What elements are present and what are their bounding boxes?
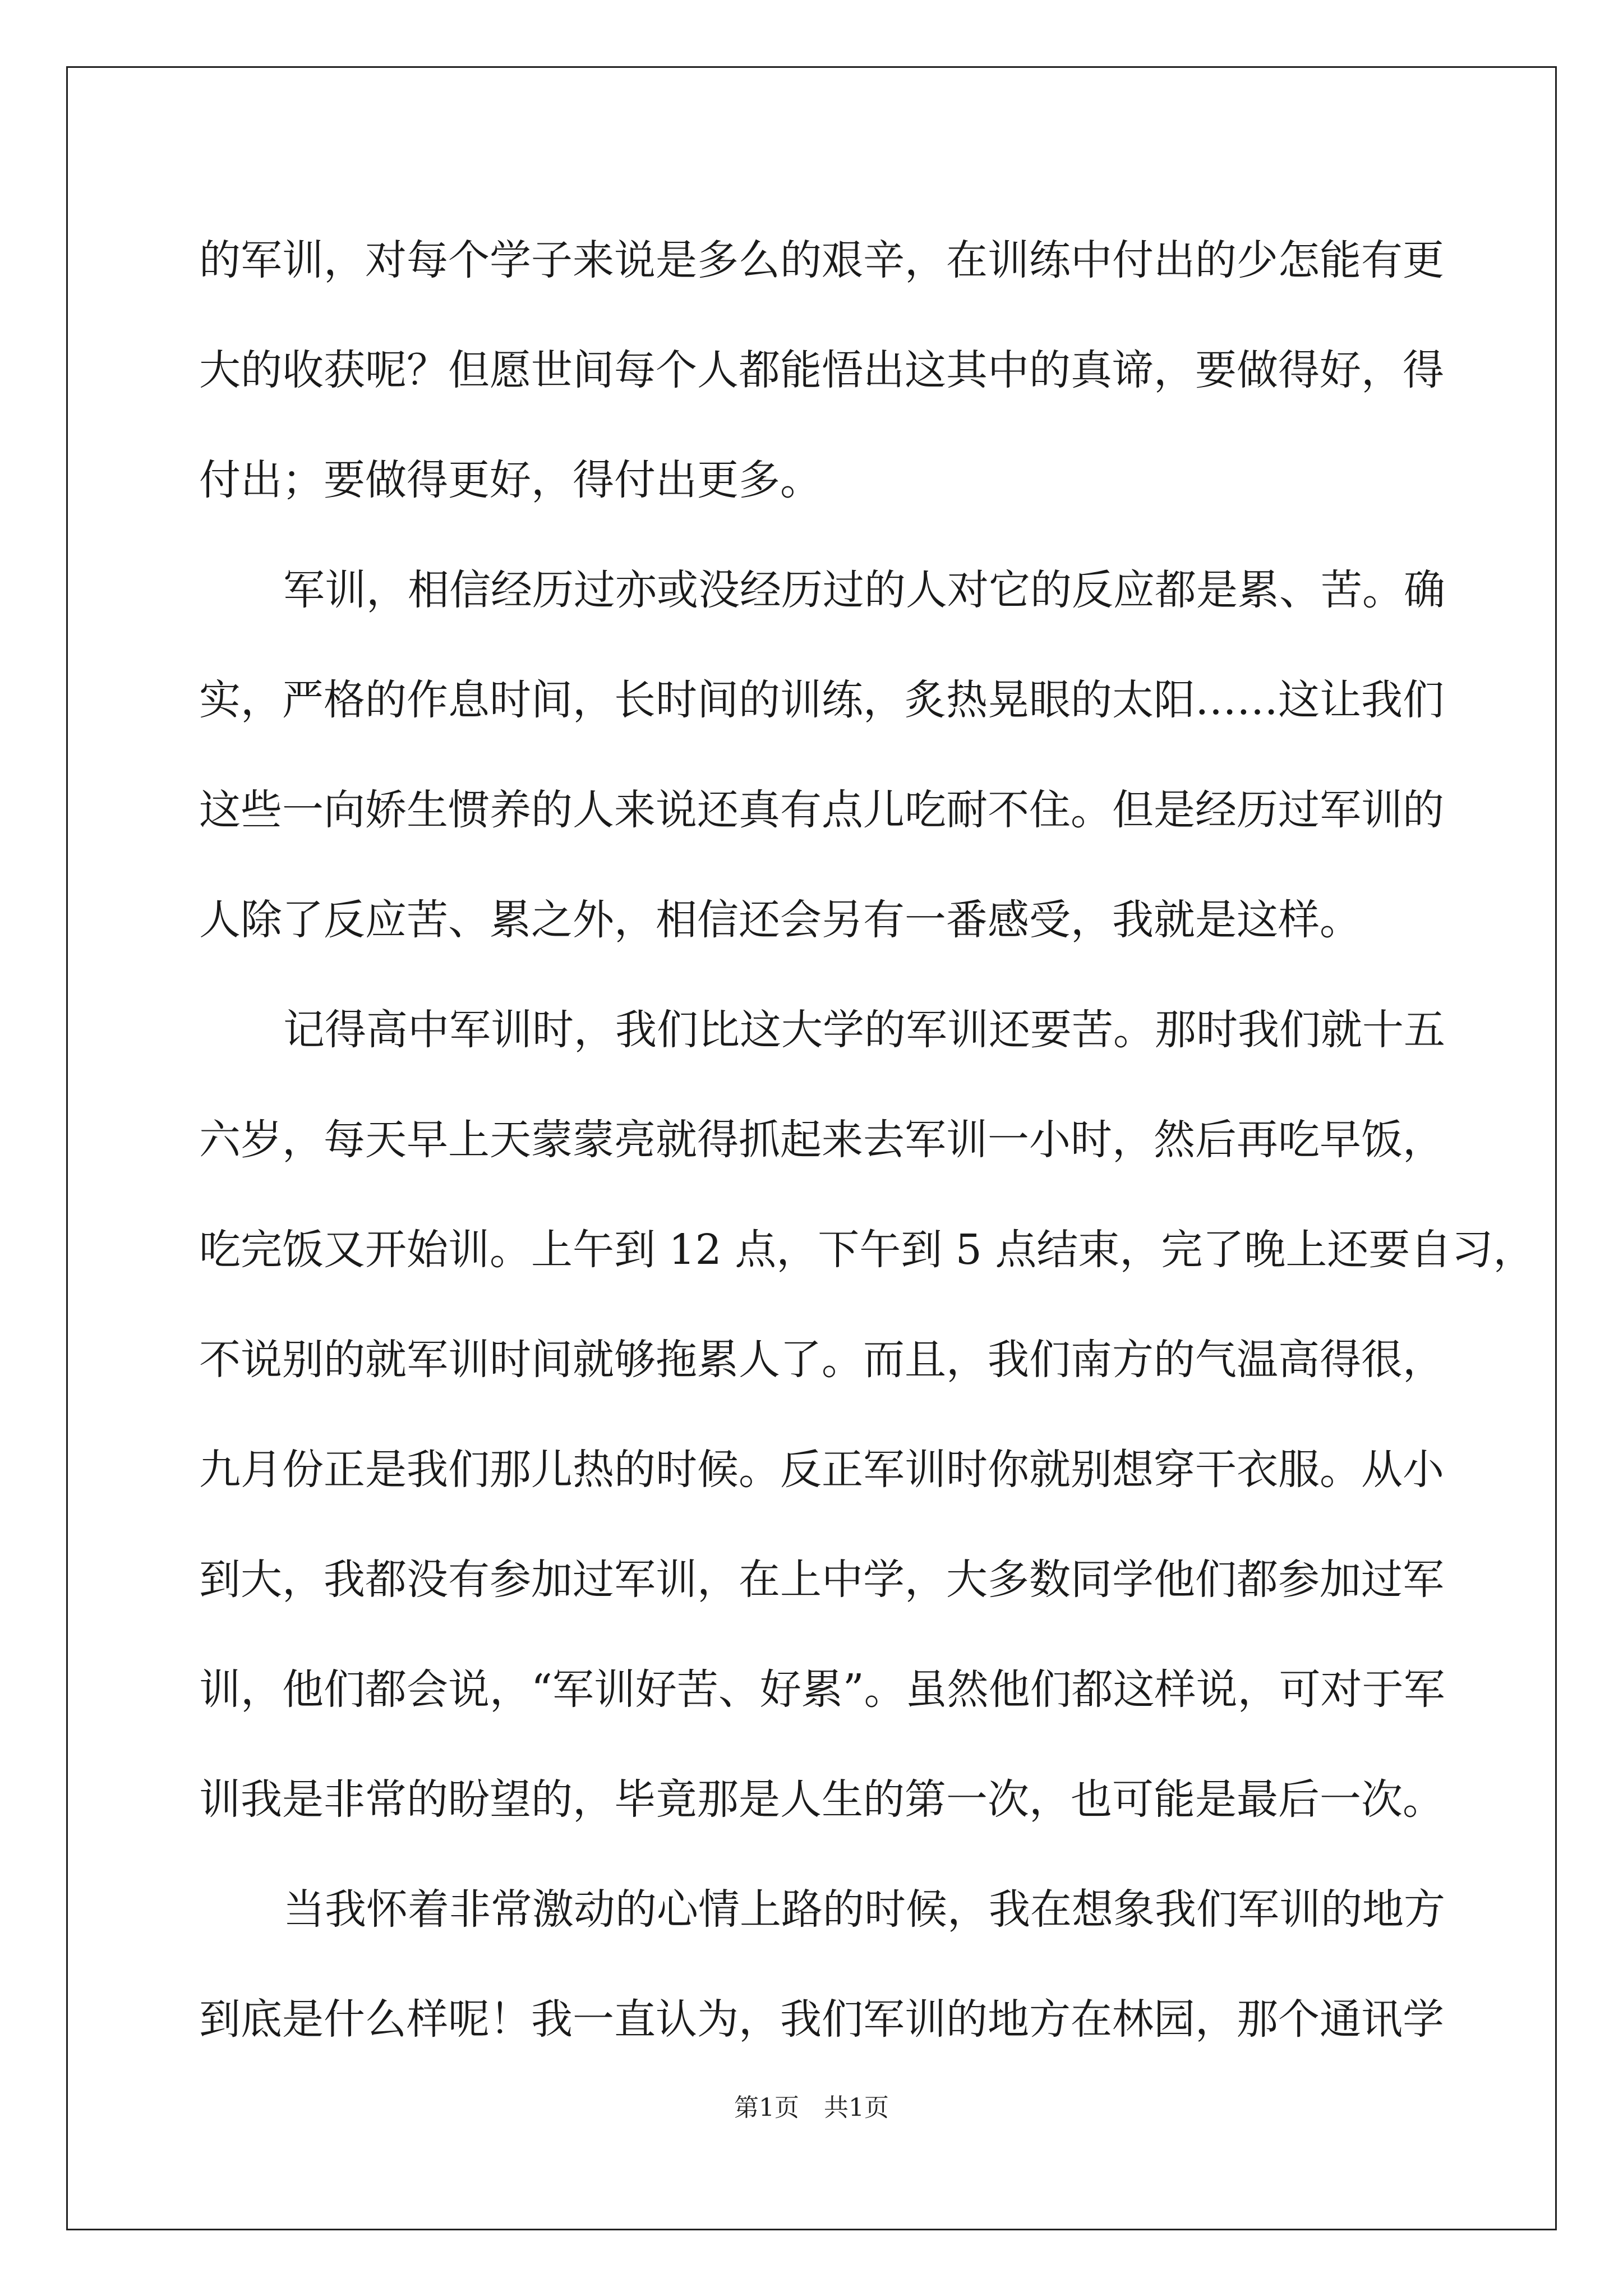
text-line: 大的收获呢？但愿世间每个人都能悟出这其中的真谛，要做得好，得	[199, 346, 1444, 394]
text-line: 训，他们都会说，“军训好苦、好累”。虽然他们都这样说，可对于军	[199, 1665, 1445, 1714]
text-line: 这些一向娇生惯养的人来说还真有点儿吃耐不住。但是经历过军训的	[199, 786, 1444, 834]
text-line: 记得高中军训时，我们比这大学的军训还要苦。那时我们就十五	[283, 1006, 1445, 1054]
text-line: 不说别的就军训时间就够拖累人了。而且，我们南方的气温高得很，	[199, 1336, 1444, 1384]
text-line: 九月份正是我们那儿热的时候。反正军训时你就别想穿干衣服。从小	[199, 1446, 1444, 1494]
text-line: 的军训，对每个学子来说是多么的艰辛，在训练中付出的少怎能有更	[199, 236, 1444, 284]
page-number-footer: 第1页 共1页	[734, 2093, 889, 2122]
text-line: 实，严格的作息时间，长时间的训练，炙热晃眼的太阳……这让我们	[199, 676, 1444, 724]
text-line: 付出；要做得更好，得付出更多。	[199, 456, 822, 504]
text-line: 吃完饭又开始训。上午到 12 点，下午到 5 点结束，完了晚上还要自习，	[199, 1226, 1535, 1274]
text-line: 到底是什么样呢！我一直认为，我们军训的地方在林园，那个通讯学	[199, 1995, 1444, 2044]
text-line: 当我怀着非常激动的心情上路的时候，我在想象我们军训的地方	[283, 1885, 1445, 1934]
text-line: 人除了反应苦、累之外，相信还会另有一番感受，我就是这样。	[199, 896, 1361, 944]
text-line: 训我是非常的盼望的，毕竟那是人生的第一次，也可能是最后一次。	[199, 1775, 1444, 1824]
text-line: 军训，相信经历过亦或没经历过的人对它的反应都是累、苦。确	[283, 566, 1445, 614]
text-line: 到大，我都没有参加过军训，在上中学，大多数同学他们都参加过军	[199, 1556, 1444, 1604]
document-body	[199, 205, 1535, 2074]
text-line: 六岁，每天早上天蒙蒙亮就得抓起来去军训一小时，然后再吃早饭，	[199, 1116, 1444, 1164]
